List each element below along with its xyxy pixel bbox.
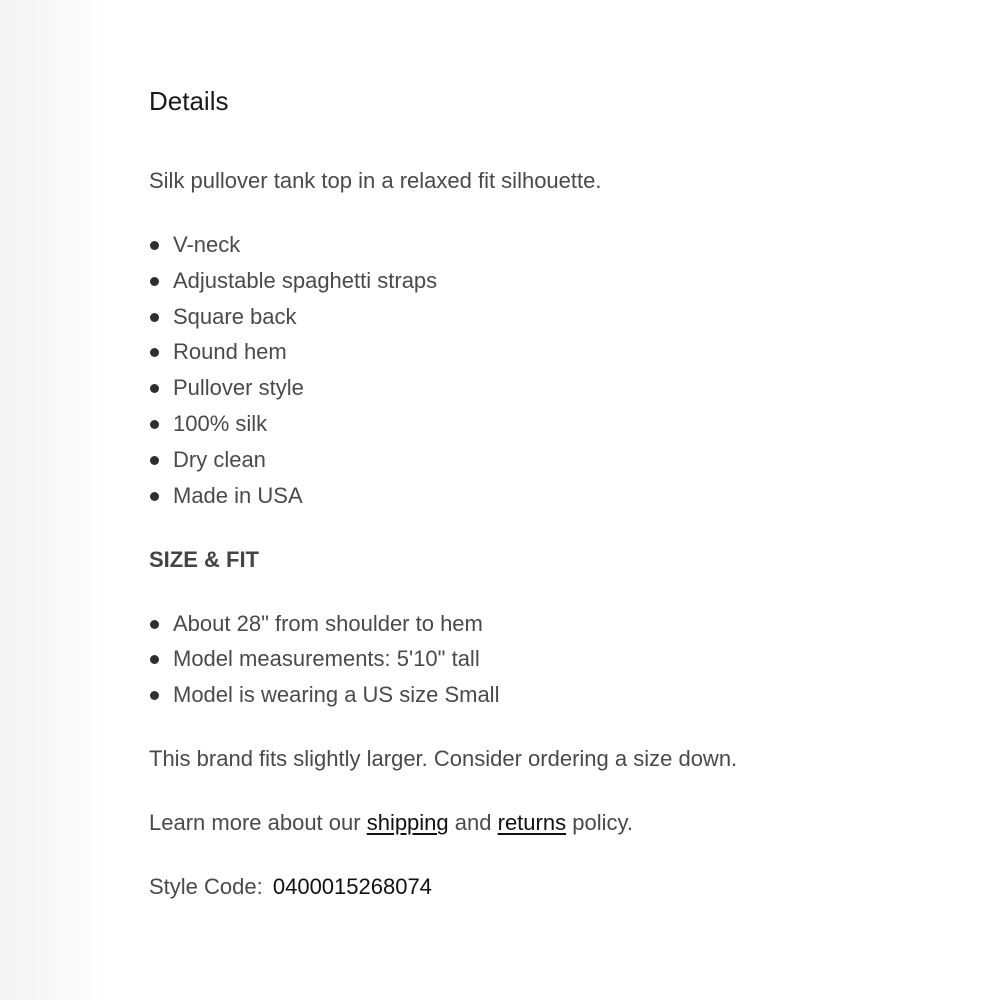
features-list — [149, 233, 949, 508]
bullet-icon — [150, 241, 159, 250]
size-fit-text: Model measurements: 5'10" tall — [173, 646, 480, 672]
style-code-label: Style Code: — [149, 874, 263, 900]
bullet-icon — [150, 492, 159, 501]
list-item — [149, 233, 949, 257]
size-fit-text: Model is wearing a US size Small — [173, 682, 500, 708]
feature-text: 100% silk — [173, 410, 268, 436]
style-code-value: 0400015268074 — [272, 874, 432, 900]
bullet-icon — [150, 384, 159, 393]
product-description: Silk pullover tank top in a relaxed fit silhouette. — [149, 168, 602, 193]
size-fit-list — [149, 612, 949, 708]
list-item — [149, 448, 949, 472]
list-item — [149, 340, 949, 364]
feature-text: Pullover style — [173, 375, 304, 401]
size-fit-text: About 28" from shoulder to hem — [173, 610, 483, 636]
bullet-icon — [150, 313, 159, 322]
policy-connector: and — [454, 810, 492, 836]
list-item — [149, 484, 949, 508]
feature-text: Round hem — [173, 339, 287, 365]
list-item — [149, 305, 949, 329]
list-item — [149, 269, 949, 293]
feature-text: Made in USA — [173, 482, 303, 508]
list-item — [149, 412, 949, 436]
bullet-icon — [150, 456, 159, 465]
list-item — [149, 647, 949, 671]
bullet-icon — [150, 277, 159, 286]
bullet-icon — [150, 655, 159, 664]
shipping-link[interactable]: shipping — [366, 810, 449, 836]
fit-note: This brand fits slightly larger. Consider ordering a size down. — [149, 746, 738, 772]
list-item — [149, 683, 949, 707]
policy-line — [149, 811, 949, 835]
details-title: Details — [149, 86, 229, 116]
size-fit-heading: SIZE & FIT — [149, 546, 259, 572]
bullet-icon — [150, 691, 159, 700]
feature-text: V-neck — [173, 232, 241, 257]
bullet-icon — [150, 348, 159, 357]
policy-suffix: policy. — [572, 810, 633, 836]
list-item — [149, 612, 949, 636]
style-code-line — [149, 875, 949, 899]
bullet-icon — [150, 420, 159, 429]
list-item — [149, 376, 949, 400]
policy-prefix: Learn more about our — [149, 810, 361, 836]
feature-text: Square back — [173, 303, 297, 329]
product-details-panel — [149, 86, 949, 899]
returns-link[interactable]: returns — [497, 810, 567, 836]
bullet-icon — [150, 620, 159, 629]
feature-text: Dry clean — [173, 446, 266, 472]
left-edge-shadow — [0, 0, 105, 1000]
feature-text: Adjustable spaghetti straps — [173, 267, 438, 293]
